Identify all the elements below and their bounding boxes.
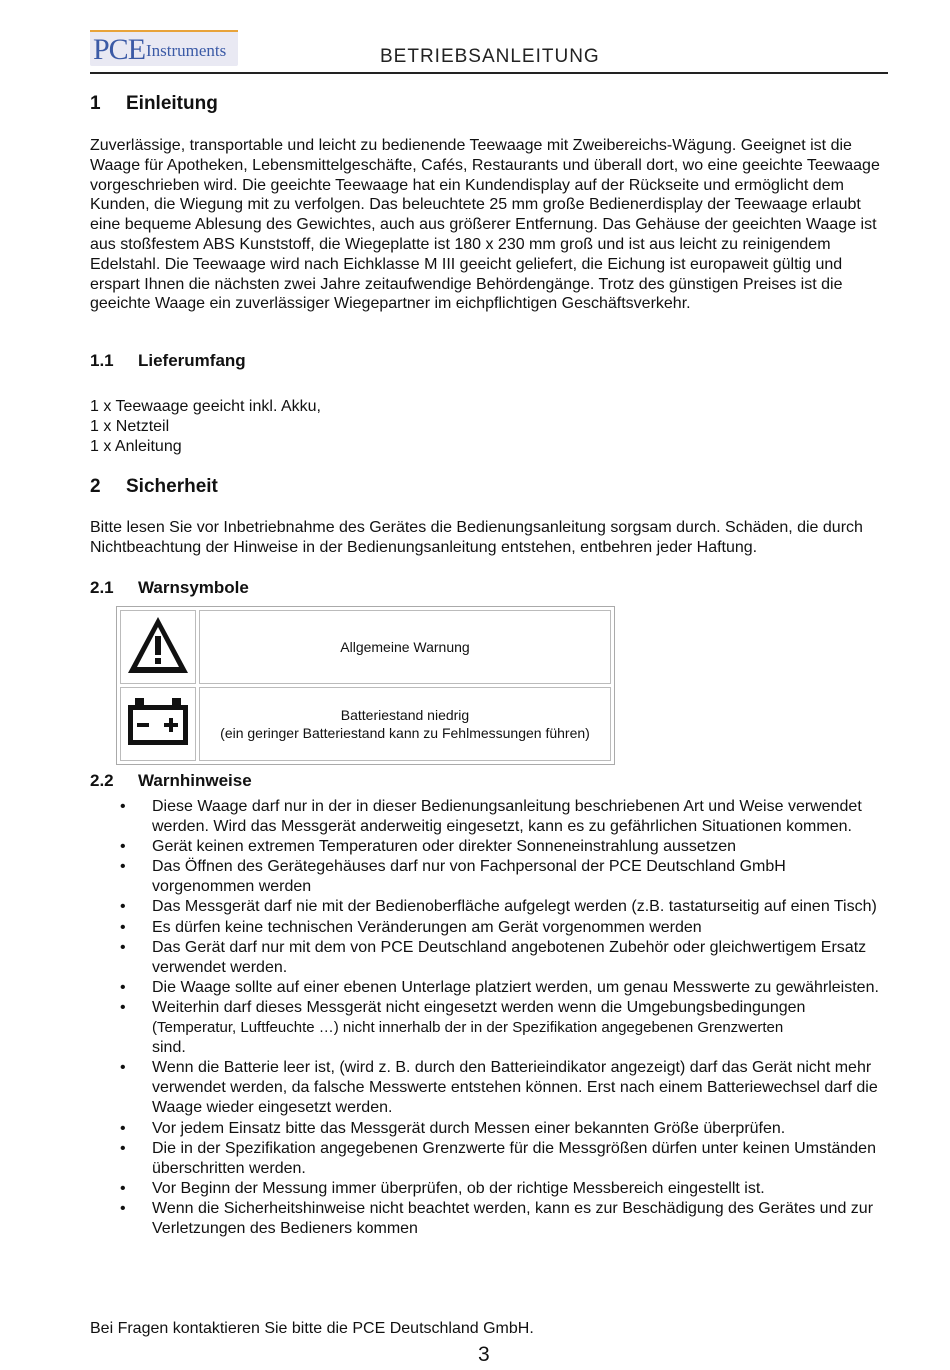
logo-accent-bar [90,30,238,32]
list-item: 1 x Anleitung [90,437,182,455]
warning-text-line2: (ein geringer Batteriestand kann zu Fehlmessungen führen) [220,725,590,741]
warning-description-cell [199,610,611,684]
warning-triangle-icon [125,614,191,676]
heading-sicherheit [90,476,218,498]
heading-number: 2.2 [90,771,114,790]
table-row [120,687,611,761]
list-item: • Vor Beginn der Messung immer überprüfen, ob der richtige Messbereich eingestellt ist. [90,1179,890,1199]
heading-text: Einleitung [126,93,218,114]
contact-note: Bei Fragen kontaktieren Sie bitte die PCE Deutschland GmbH. [90,1320,534,1337]
paragraph-einleitung: Zuverlässige, transportable und leicht zu bedienende Teewaage mit Zweibereichs-Wägung. Geeignet ist die Waage für Apotheken, Lebensmittelgeschäfte, Cafés, Restaurants und überall dort, wo eine geeichte Teewaage vorgeschrieben wird. Die geeichte Teewaage hat ein Kundendisplay auf der Rückseite und ermöglicht dem Kunden, die Wiegung mit zu verfolgen. Das beleuchtete 25 mm große Bedienerdisplay der Teewaage erlaubt eine bequeme Ablesung des Gewichtes, auch aus größerer Entfernung. Das Gehäuse der geeichten Waage ist aus stoßfestem ABS Kunststoff, die Wiegeplatte ist 180 x 230 mm groß und ist aus leicht zu reinigendem Edelstahl. Die Teewaage wird nach Eichklasse M III geeicht geliefert, die Eichung ist europaweit gültig und erspart Ihnen die nächsten zwei Jahre zeitaufwendige Behördengänge. Trotz des günstigen Preises ist die geeichte Waage ein zuverlässiger Wiegepartner im eichpflichtigen Geschäftsverkehr. [90,137,880,313]
heading-warnsymbole [90,578,249,598]
list-item-line: • Weiterhin darf dieses Messgerät nicht eingesetzt werden wenn die Umgebungsbedingungen [152,998,806,1016]
warning-symbols-table [116,606,615,765]
warning-description-cell [199,687,611,761]
logo-pce-text: PCE [93,33,146,66]
heading-einleitung [90,93,218,115]
paragraph-sicherheit: Bitte lesen Sie vor Inbetriebnahme des Gerätes die Bedienungsanleitung sorgsam durch. Schäden, die durch Nichtbeachtung der Hinweise in der Bedienungsanleitung entstehen, entbehren jeder Haftung. [90,519,863,556]
table-row [120,610,611,684]
list-item-line: (Temperatur, Luftfeuchte …) nicht innerhalb der in der Spezifikation angegebenen Grenzwerten [152,1019,784,1037]
list-item: • Die in der Spezifikation angegebenen Grenzwerte für die Messgrößen dürfen unter keinen Umständen überschritten werden. [90,1139,890,1179]
warning-text-line1: Allgemeine Warnung [340,639,470,655]
list-item: • Es dürfen keine technischen Veränderungen am Gerät vorgenommen werden [90,918,890,938]
list-item: • Gerät keinen extremen Temperaturen oder direkter Sonneneinstrahlung aussetzen [90,837,890,857]
battery-low-icon [125,696,191,748]
list-item: • Die Waage sollte auf einer ebenen Unterlage platziert werden, um genau Messwerte zu gewährleisten. [90,978,890,998]
list-item [90,998,890,1058]
document-title: BETRIEBSANLEITUNG [380,46,600,67]
page-number: 3 [478,1343,490,1366]
heading-lieferumfang [90,351,246,371]
pce-logo [90,30,238,66]
warnings-list [90,797,890,1239]
list-item: • Vor jedem Einsatz bitte das Messgerät durch Messen einer bekannten Größe überprüfen. [90,1119,890,1139]
list-item: 1 x Teewaage geeicht inkl. Akku, [90,398,321,415]
list-item: • Diese Waage darf nur in der in dieser Bedienungsanleitung beschriebenen Art und Weise verwendet werden. Wird das Messgerät anderweitig eingesetzt, kann es zu gefährlichen Situationen kommen. [90,797,890,837]
list-item: 1 x Netzteil [90,417,170,435]
page-header [90,26,888,74]
list-item: • Wenn die Batterie leer ist, (wird z. B. durch den Batterieindikator angezeigt) darf das Gerät nicht mehr verwendet werden, da falsche Messwerte entstehen können. Erst nach einem Batteriewechsel darf die Waage wieder eingesetzt werden. [90,1058,890,1118]
list-item-line: sind. [152,1039,186,1057]
heading-text: Lieferumfang [138,351,246,370]
list-item: • Das Gerät darf nur mit dem von PCE Deutschland angebotenen Zubehör oder gleichwertigem Ersatz verwendet werden. [90,938,890,978]
icon-cell [120,610,196,684]
heading-text: Warnsymbole [138,578,249,597]
list-item: • Wenn die Sicherheitshinweise nicht beachtet werden, kann es zur Beschädigung des Gerätes und zur Verletzungen des Bedieners kommen [90,1199,890,1239]
list-item: • Das Messgerät darf nie mit der Bedienoberfläche aufgelegt werden (z.B. tastaturseitig auf einen Tisch) [90,897,890,917]
heading-number: 1 [90,93,101,114]
delivery-list [90,397,321,457]
warning-text-line1: Batteriestand niedrig [340,707,470,723]
heading-number: 2.1 [90,578,114,597]
heading-warnhinweise [90,771,252,791]
list-item: • Das Öffnen des Gerätegehäuses darf nur von Fachpersonal der PCE Deutschland GmbH vorgenommen werden [90,857,890,897]
heading-number: 1.1 [90,351,114,370]
icon-cell [120,687,196,761]
heading-text: Sicherheit [126,476,218,497]
logo-instruments-text: Instruments [146,41,227,60]
heading-text: Warnhinweise [138,771,252,790]
heading-number: 2 [90,476,101,497]
